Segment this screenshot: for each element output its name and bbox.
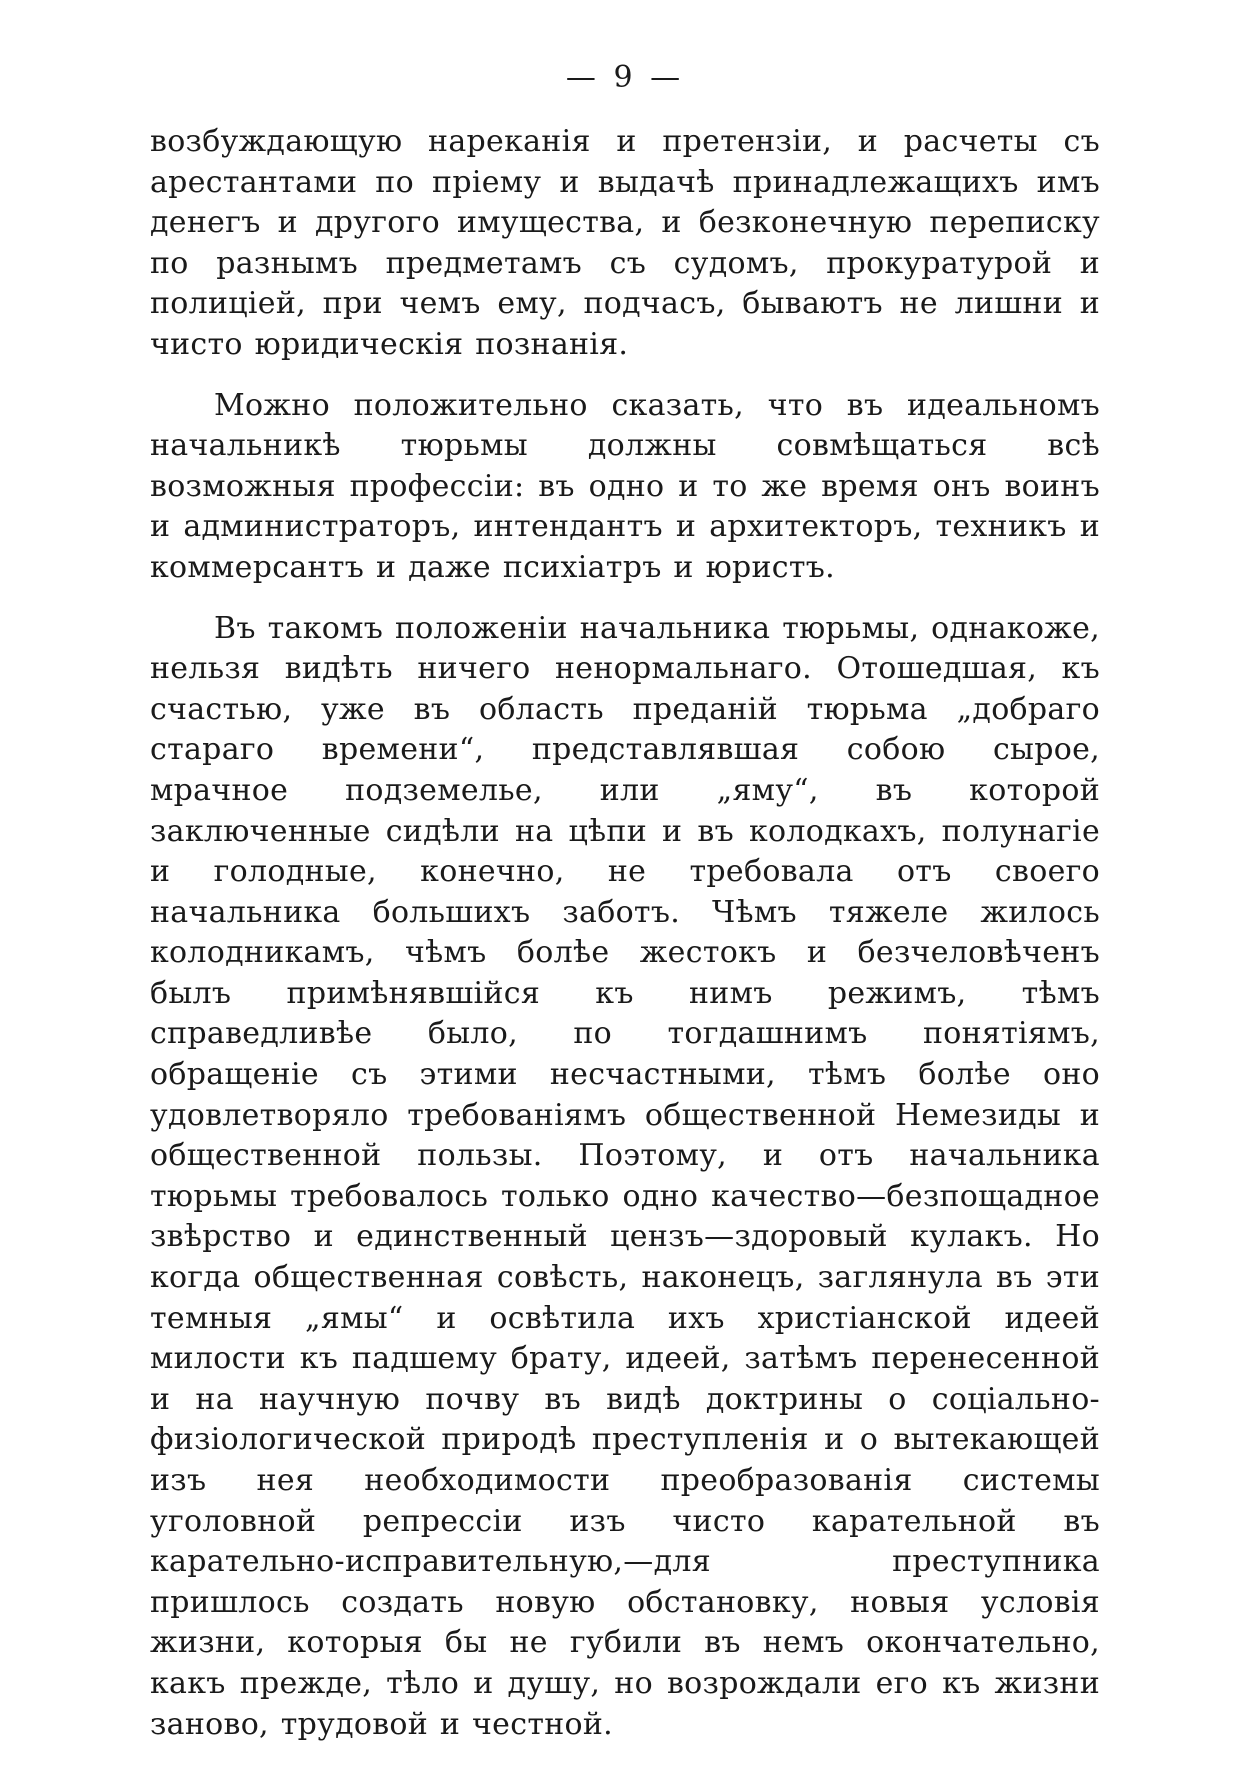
paragraph-3: Въ такомъ положеніи начальника тюрьмы, однакоже, нельзя видѣть ничего ненормальнаго. Отошедшая, къ счастью, уже въ область преданій тюрьма „добраго стараго времени“, представлявшая собою сырое, мрачное подземелье, или „яму“, въ которой заключенные сидѣли на цѣпи и въ колодкахъ, полунагіе и голодные, конечно, не требовала отъ своего начальника большихъ заботъ. Чѣмъ тяжеле жилось колодникамъ, чѣмъ болѣе жестокъ и безчеловѣченъ былъ примѣнявшійся къ нимъ режимъ, тѣмъ справедливѣе было, по тогдашнимъ понятіямъ, обращеніе съ этими несчастными, тѣмъ болѣе оно удовлетворяло требованіямъ общественной Немезиды и общественной пользы. Поэтому, и отъ начальника тюрьмы требовалось только одно качество—безпощадное звѣрство и единственный цензъ—здоровый кулакъ. Но когда общественная совѣсть, наконецъ, заглянула въ эти темныя „ямы“ и освѣтила ихъ христіанской идеей милости къ падшему брату, идеей, затѣмъ перенесенной и на научную почву въ видѣ доктрины о соціально-физіологической природѣ преступленія и о вытекающей изъ нея необходимости преобразованія системы уголовной репрессіи изъ чисто карательной въ карательно-исправительную,—для преступника пришлось создать новую обстановку, новыя условія жизни, которыя бы не губили въ немъ окончательно, какъ прежде, тѣло и душу, но возрождали его къ жизни заново, трудовой и честной. bbox=[150, 610, 1100, 1742]
paragraph-1: возбуждающую нареканія и претензіи, и расчеты съ арестантами по пріему и выдачѣ принадлежащихъ имъ денегъ и другого имущества, и безконечную переписку по разнымъ предметамъ съ судомъ, прокуратурой и полиціей, при чемъ ему, подчасъ, бываютъ не лишни и чисто юридическія познанія. bbox=[150, 124, 1100, 362]
paragraph-2: Можно положительно сказать, что въ идеальномъ начальникѣ тюрьмы должны совмѣщаться всѣ возможныя профессіи: въ одно и то же время онъ воинъ и администраторъ, интендантъ и архитекторъ, техникъ и коммерсантъ и даже психіатръ и юристъ. bbox=[150, 387, 1100, 585]
page-number: — 9 — bbox=[565, 60, 685, 95]
document-page bbox=[150, 56, 1100, 1765]
